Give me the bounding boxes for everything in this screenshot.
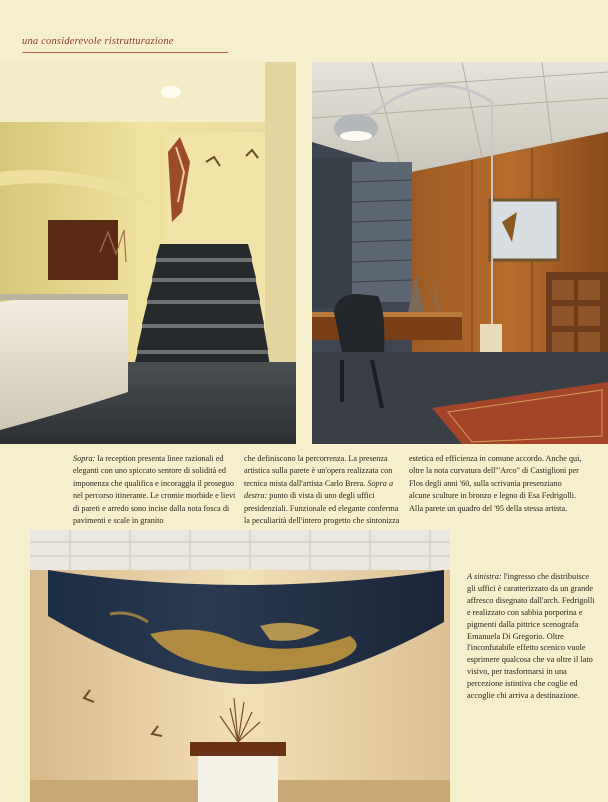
photo-presidential-office bbox=[312, 62, 608, 444]
caption-text: punto di vista di uno degli uffici presidenziali. Funzionale ed elegante conferma la peculiarità dell'intero progetto che sintonizza bbox=[244, 491, 400, 526]
caption-entrance bbox=[467, 571, 595, 702]
photo-entrance-fresco bbox=[30, 530, 450, 802]
caption-lead: A sinistra: bbox=[467, 572, 502, 581]
caption-office-continued bbox=[409, 453, 585, 515]
caption-text: che definiscono la percorrenza. La presenza artistica sulla parete è un'opera realizzata con tecnica mista dall'artista Carlo Brera. bbox=[244, 454, 393, 488]
section-title: una considerevole ristrutturazione bbox=[22, 36, 174, 47]
caption-office bbox=[244, 453, 402, 527]
photo-reception-stairs bbox=[0, 62, 296, 444]
caption-lead: Sopra: bbox=[73, 454, 96, 463]
header-rule bbox=[22, 52, 228, 53]
caption-lead: Sopra a destra: bbox=[244, 478, 394, 501]
caption-reception bbox=[73, 453, 237, 527]
caption-text: la reception presenta linee razionali ed eleganti con uno spiccato sentore di solidità ed imponenza che qualifica e incoraggia il proseguo nel percorso itinerante. Le cromie morbide e lievi di pareti e arredo sono incise dalla nota fosca di pavimenti e scale in granito bbox=[73, 454, 236, 526]
caption-text: estetica ed efficienza in comune accordo. Anche qui, oltre la nota curvatura dell'"Arco" di Castiglioni per Flos degli anni '60, sulla scrivania presenziano alcune sculture in bronzo e legno di Esa Fedrigolli. Alla parete un quadro del '95 della stessa artista. bbox=[409, 454, 582, 513]
page-header bbox=[22, 36, 228, 47]
caption-text: l'ingresso che distribuisce gli uffici è caratterizzato da un grande affresco disegnato dall'arch. Fedrigolli e realizzato con sabbia porporina e pigmenti dalla pittrice scenografa Emanuela Di Gregorio. Oltre l'inconfutabile effetto scenico vuole esprimere qualcosa che va oltre il lato visivo, per trasformarsi in una percezione istintiva che coglie ed accoglie chi arriva a destinazione. bbox=[467, 572, 595, 701]
